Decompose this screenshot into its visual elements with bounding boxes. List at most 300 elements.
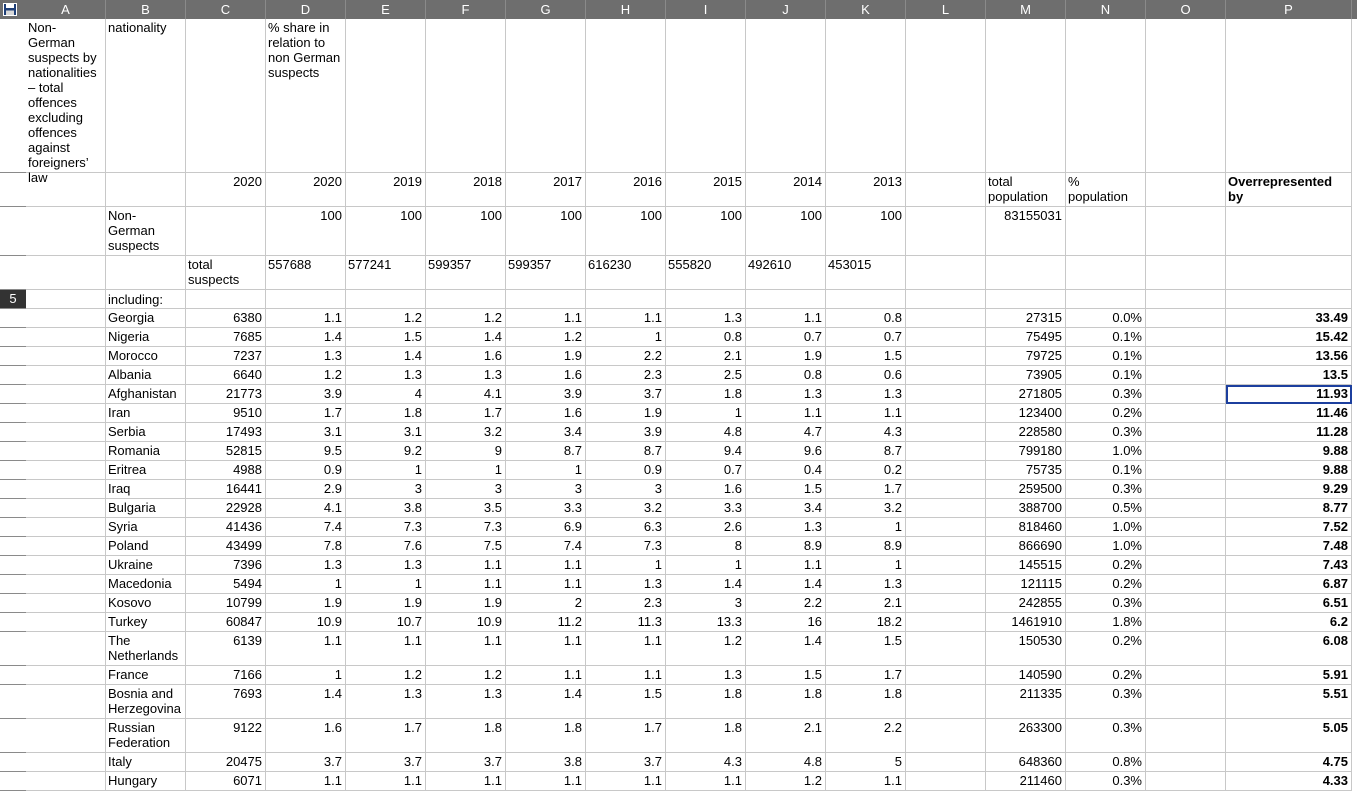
cell-n12[interactable]: 0.3% <box>1066 423 1146 442</box>
cell-k2[interactable]: 2013 <box>826 173 906 207</box>
cell-j4[interactable]: 492610 <box>746 256 826 290</box>
cell-b3[interactable]: Non-German suspects <box>106 207 186 256</box>
cell-g6[interactable]: 1.1 <box>506 309 586 328</box>
cell-e9[interactable]: 1.3 <box>346 366 426 385</box>
cell-l6[interactable] <box>906 309 986 328</box>
cell-o26[interactable] <box>1146 719 1226 753</box>
cell-b25[interactable]: Bosnia and Herzegovina <box>106 685 186 719</box>
column-header-m[interactable]: M <box>986 0 1066 19</box>
cell-k23[interactable]: 1.5 <box>826 632 906 666</box>
cell-c4[interactable]: total suspects <box>186 256 266 290</box>
cell-k7[interactable]: 0.7 <box>826 328 906 347</box>
cell-g17[interactable]: 6.9 <box>506 518 586 537</box>
cell-l10[interactable] <box>906 385 986 404</box>
cell-n11[interactable]: 0.2% <box>1066 404 1146 423</box>
cell-o16[interactable] <box>1146 499 1226 518</box>
cell-b20[interactable]: Macedonia <box>106 575 186 594</box>
cell-o20[interactable] <box>1146 575 1226 594</box>
cell-d3[interactable]: 100 <box>266 207 346 256</box>
cell-d12[interactable]: 3.1 <box>266 423 346 442</box>
cell-h7[interactable]: 1 <box>586 328 666 347</box>
cell-a20[interactable] <box>26 575 106 594</box>
cell-p28[interactable]: 4.33 <box>1226 772 1352 791</box>
cell-d16[interactable]: 4.1 <box>266 499 346 518</box>
cell-m4[interactable] <box>986 256 1066 290</box>
cell-c28[interactable]: 6071 <box>186 772 266 791</box>
cell-p9[interactable]: 13.5 <box>1226 366 1352 385</box>
cell-j2[interactable]: 2014 <box>746 173 826 207</box>
cell-p6[interactable]: 33.49 <box>1226 309 1352 328</box>
cell-n3[interactable] <box>1066 207 1146 256</box>
cell-l12[interactable] <box>906 423 986 442</box>
cell-f9[interactable]: 1.3 <box>426 366 506 385</box>
cell-n23[interactable]: 0.2% <box>1066 632 1146 666</box>
cell-a26[interactable] <box>26 719 106 753</box>
cell-g11[interactable]: 1.6 <box>506 404 586 423</box>
cell-f15[interactable]: 3 <box>426 480 506 499</box>
row-header-7[interactable]: 7 <box>0 328 26 347</box>
cell-o13[interactable] <box>1146 442 1226 461</box>
cell-o1[interactable] <box>1146 19 1226 173</box>
cell-c1[interactable] <box>186 19 266 173</box>
row-header-27[interactable]: 27 <box>0 753 26 772</box>
cell-c7[interactable]: 7685 <box>186 328 266 347</box>
cell-k14[interactable]: 0.2 <box>826 461 906 480</box>
cell-p24[interactable]: 5.91 <box>1226 666 1352 685</box>
cell-o19[interactable] <box>1146 556 1226 575</box>
row-header-1[interactable]: 1 <box>0 19 26 173</box>
cell-o18[interactable] <box>1146 537 1226 556</box>
row-header-5[interactable]: 5 <box>0 290 26 309</box>
cell-b2[interactable] <box>106 173 186 207</box>
cell-p19[interactable]: 7.43 <box>1226 556 1352 575</box>
row-header-13[interactable]: 13 <box>0 442 26 461</box>
cell-f3[interactable]: 100 <box>426 207 506 256</box>
cell-f13[interactable]: 9 <box>426 442 506 461</box>
cell-j22[interactable]: 16 <box>746 613 826 632</box>
cell-o15[interactable] <box>1146 480 1226 499</box>
cell-j14[interactable]: 0.4 <box>746 461 826 480</box>
cell-i5[interactable] <box>666 290 746 309</box>
cell-o2[interactable] <box>1146 173 1226 207</box>
cell-k10[interactable]: 1.3 <box>826 385 906 404</box>
cell-m7[interactable]: 75495 <box>986 328 1066 347</box>
cell-n15[interactable]: 0.3% <box>1066 480 1146 499</box>
cell-m24[interactable]: 140590 <box>986 666 1066 685</box>
cell-b14[interactable]: Eritrea <box>106 461 186 480</box>
cell-n20[interactable]: 0.2% <box>1066 575 1146 594</box>
cell-m12[interactable]: 228580 <box>986 423 1066 442</box>
column-header-g[interactable]: G <box>506 0 586 19</box>
cell-i8[interactable]: 2.1 <box>666 347 746 366</box>
column-header-h[interactable]: H <box>586 0 666 19</box>
cell-n19[interactable]: 0.2% <box>1066 556 1146 575</box>
cell-f27[interactable]: 3.7 <box>426 753 506 772</box>
cell-e12[interactable]: 3.1 <box>346 423 426 442</box>
save-icon[interactable] <box>3 3 17 16</box>
cell-j15[interactable]: 1.5 <box>746 480 826 499</box>
cell-d24[interactable]: 1 <box>266 666 346 685</box>
cell-m21[interactable]: 242855 <box>986 594 1066 613</box>
cell-h15[interactable]: 3 <box>586 480 666 499</box>
row-header-10[interactable]: 10 <box>0 385 26 404</box>
cell-j19[interactable]: 1.1 <box>746 556 826 575</box>
cell-l20[interactable] <box>906 575 986 594</box>
cell-f11[interactable]: 1.7 <box>426 404 506 423</box>
cell-a10[interactable] <box>26 385 106 404</box>
cell-j28[interactable]: 1.2 <box>746 772 826 791</box>
cell-l24[interactable] <box>906 666 986 685</box>
cell-o14[interactable] <box>1146 461 1226 480</box>
cell-f17[interactable]: 7.3 <box>426 518 506 537</box>
cell-m1[interactable] <box>986 19 1066 173</box>
cell-j26[interactable]: 2.1 <box>746 719 826 753</box>
row-header-22[interactable]: 22 <box>0 613 26 632</box>
cell-k26[interactable]: 2.2 <box>826 719 906 753</box>
cell-n6[interactable]: 0.0% <box>1066 309 1146 328</box>
cell-b19[interactable]: Ukraine <box>106 556 186 575</box>
cell-n14[interactable]: 0.1% <box>1066 461 1146 480</box>
cell-o9[interactable] <box>1146 366 1226 385</box>
cell-c21[interactable]: 10799 <box>186 594 266 613</box>
cell-f6[interactable]: 1.2 <box>426 309 506 328</box>
select-all-corner[interactable] <box>0 0 26 19</box>
cell-g12[interactable]: 3.4 <box>506 423 586 442</box>
cell-b4[interactable] <box>106 256 186 290</box>
cell-p7[interactable]: 15.42 <box>1226 328 1352 347</box>
cell-g19[interactable]: 1.1 <box>506 556 586 575</box>
cell-b22[interactable]: Turkey <box>106 613 186 632</box>
cell-h12[interactable]: 3.9 <box>586 423 666 442</box>
cell-e11[interactable]: 1.8 <box>346 404 426 423</box>
cell-k28[interactable]: 1.1 <box>826 772 906 791</box>
cell-d21[interactable]: 1.9 <box>266 594 346 613</box>
cell-f18[interactable]: 7.5 <box>426 537 506 556</box>
cell-g9[interactable]: 1.6 <box>506 366 586 385</box>
cell-n24[interactable]: 0.2% <box>1066 666 1146 685</box>
cell-e15[interactable]: 3 <box>346 480 426 499</box>
cell-b8[interactable]: Morocco <box>106 347 186 366</box>
cell-a8[interactable] <box>26 347 106 366</box>
cell-m23[interactable]: 150530 <box>986 632 1066 666</box>
row-header-18[interactable]: 18 <box>0 537 26 556</box>
cell-p23[interactable]: 6.08 <box>1226 632 1352 666</box>
cell-e5[interactable] <box>346 290 426 309</box>
cell-o25[interactable] <box>1146 685 1226 719</box>
cell-d13[interactable]: 9.5 <box>266 442 346 461</box>
column-header-a[interactable]: A <box>26 0 106 19</box>
cell-d11[interactable]: 1.7 <box>266 404 346 423</box>
cell-n25[interactable]: 0.3% <box>1066 685 1146 719</box>
cell-i3[interactable]: 100 <box>666 207 746 256</box>
cell-b10[interactable]: Afghanistan <box>106 385 186 404</box>
cell-l14[interactable] <box>906 461 986 480</box>
cell-f28[interactable]: 1.1 <box>426 772 506 791</box>
cell-j12[interactable]: 4.7 <box>746 423 826 442</box>
cell-c27[interactable]: 20475 <box>186 753 266 772</box>
cell-l22[interactable] <box>906 613 986 632</box>
cell-c6[interactable]: 6380 <box>186 309 266 328</box>
cell-a5[interactable] <box>26 290 106 309</box>
cell-d26[interactable]: 1.6 <box>266 719 346 753</box>
cell-a22[interactable] <box>26 613 106 632</box>
cell-m25[interactable]: 211335 <box>986 685 1066 719</box>
cell-b28[interactable]: Hungary <box>106 772 186 791</box>
cell-o21[interactable] <box>1146 594 1226 613</box>
cell-i12[interactable]: 4.8 <box>666 423 746 442</box>
cell-l23[interactable] <box>906 632 986 666</box>
cell-j7[interactable]: 0.7 <box>746 328 826 347</box>
cell-o22[interactable] <box>1146 613 1226 632</box>
cell-j20[interactable]: 1.4 <box>746 575 826 594</box>
cell-p27[interactable]: 4.75 <box>1226 753 1352 772</box>
cell-o24[interactable] <box>1146 666 1226 685</box>
cell-l8[interactable] <box>906 347 986 366</box>
cell-c13[interactable]: 52815 <box>186 442 266 461</box>
column-header-k[interactable]: K <box>826 0 906 19</box>
cell-e10[interactable]: 4 <box>346 385 426 404</box>
cell-d22[interactable]: 10.9 <box>266 613 346 632</box>
cell-o23[interactable] <box>1146 632 1226 666</box>
cell-k16[interactable]: 3.2 <box>826 499 906 518</box>
cell-h21[interactable]: 2.3 <box>586 594 666 613</box>
cell-m17[interactable]: 818460 <box>986 518 1066 537</box>
cell-j3[interactable]: 100 <box>746 207 826 256</box>
cell-i22[interactable]: 13.3 <box>666 613 746 632</box>
cell-d1[interactable]: % share in relation to non German suspects <box>266 19 346 173</box>
cell-b9[interactable]: Albania <box>106 366 186 385</box>
cell-a17[interactable] <box>26 518 106 537</box>
cell-o4[interactable] <box>1146 256 1226 290</box>
row-header-6[interactable]: 6 <box>0 309 26 328</box>
cell-g4[interactable]: 599357 <box>506 256 586 290</box>
cell-h16[interactable]: 3.2 <box>586 499 666 518</box>
cell-p22[interactable]: 6.2 <box>1226 613 1352 632</box>
cell-i28[interactable]: 1.1 <box>666 772 746 791</box>
cell-n17[interactable]: 1.0% <box>1066 518 1146 537</box>
cell-n8[interactable]: 0.1% <box>1066 347 1146 366</box>
cell-m9[interactable]: 73905 <box>986 366 1066 385</box>
cell-i13[interactable]: 9.4 <box>666 442 746 461</box>
cell-h8[interactable]: 2.2 <box>586 347 666 366</box>
cell-e23[interactable]: 1.1 <box>346 632 426 666</box>
cell-o12[interactable] <box>1146 423 1226 442</box>
cell-m19[interactable]: 145515 <box>986 556 1066 575</box>
cell-e6[interactable]: 1.2 <box>346 309 426 328</box>
cell-b11[interactable]: Iran <box>106 404 186 423</box>
cell-b27[interactable]: Italy <box>106 753 186 772</box>
cell-i19[interactable]: 1 <box>666 556 746 575</box>
cell-a7[interactable] <box>26 328 106 347</box>
cell-g15[interactable]: 3 <box>506 480 586 499</box>
cell-c26[interactable]: 9122 <box>186 719 266 753</box>
cell-h10[interactable]: 3.7 <box>586 385 666 404</box>
cell-f8[interactable]: 1.6 <box>426 347 506 366</box>
cell-e7[interactable]: 1.5 <box>346 328 426 347</box>
cell-a11[interactable] <box>26 404 106 423</box>
cell-o17[interactable] <box>1146 518 1226 537</box>
cell-b12[interactable]: Serbia <box>106 423 186 442</box>
cell-g14[interactable]: 1 <box>506 461 586 480</box>
cell-b16[interactable]: Bulgaria <box>106 499 186 518</box>
cell-g2[interactable]: 2017 <box>506 173 586 207</box>
cell-f7[interactable]: 1.4 <box>426 328 506 347</box>
cell-g26[interactable]: 1.8 <box>506 719 586 753</box>
cell-i9[interactable]: 2.5 <box>666 366 746 385</box>
cell-m27[interactable]: 648360 <box>986 753 1066 772</box>
cell-j17[interactable]: 1.3 <box>746 518 826 537</box>
cell-a25[interactable] <box>26 685 106 719</box>
cell-f26[interactable]: 1.8 <box>426 719 506 753</box>
cell-l26[interactable] <box>906 719 986 753</box>
cell-c19[interactable]: 7396 <box>186 556 266 575</box>
cell-e18[interactable]: 7.6 <box>346 537 426 556</box>
cell-i20[interactable]: 1.4 <box>666 575 746 594</box>
cell-p1[interactable] <box>1226 19 1352 173</box>
cell-n10[interactable]: 0.3% <box>1066 385 1146 404</box>
cell-l19[interactable] <box>906 556 986 575</box>
cell-b13[interactable]: Romania <box>106 442 186 461</box>
cell-j11[interactable]: 1.1 <box>746 404 826 423</box>
cell-a4[interactable] <box>26 256 106 290</box>
cell-k8[interactable]: 1.5 <box>826 347 906 366</box>
cell-f12[interactable]: 3.2 <box>426 423 506 442</box>
cell-l21[interactable] <box>906 594 986 613</box>
cell-m15[interactable]: 259500 <box>986 480 1066 499</box>
cell-d14[interactable]: 0.9 <box>266 461 346 480</box>
cell-k24[interactable]: 1.7 <box>826 666 906 685</box>
cell-f25[interactable]: 1.3 <box>426 685 506 719</box>
cell-e24[interactable]: 1.2 <box>346 666 426 685</box>
column-header-p[interactable]: P <box>1226 0 1352 19</box>
cell-j16[interactable]: 3.4 <box>746 499 826 518</box>
cell-e8[interactable]: 1.4 <box>346 347 426 366</box>
cell-e25[interactable]: 1.3 <box>346 685 426 719</box>
cell-m14[interactable]: 75735 <box>986 461 1066 480</box>
cell-n18[interactable]: 1.0% <box>1066 537 1146 556</box>
cell-b1[interactable]: nationality <box>106 19 186 173</box>
row-header-4[interactable]: 4 <box>0 256 26 290</box>
cell-a13[interactable] <box>26 442 106 461</box>
cell-k20[interactable]: 1.3 <box>826 575 906 594</box>
cell-h9[interactable]: 2.3 <box>586 366 666 385</box>
cell-d15[interactable]: 2.9 <box>266 480 346 499</box>
cell-o8[interactable] <box>1146 347 1226 366</box>
cell-p4[interactable] <box>1226 256 1352 290</box>
cell-i26[interactable]: 1.8 <box>666 719 746 753</box>
column-header-e[interactable]: E <box>346 0 426 19</box>
cell-c24[interactable]: 7166 <box>186 666 266 685</box>
cell-b5[interactable]: including: <box>106 290 186 309</box>
cell-p13[interactable]: 9.88 <box>1226 442 1352 461</box>
cell-l17[interactable] <box>906 518 986 537</box>
row-header-26[interactable]: 26 <box>0 719 26 753</box>
cell-f5[interactable] <box>426 290 506 309</box>
cell-h13[interactable]: 8.7 <box>586 442 666 461</box>
cell-m3[interactable]: 83155031 <box>986 207 1066 256</box>
cell-d25[interactable]: 1.4 <box>266 685 346 719</box>
row-header-17[interactable]: 17 <box>0 518 26 537</box>
row-header-14[interactable]: 14 <box>0 461 26 480</box>
cell-l2[interactable] <box>906 173 986 207</box>
cell-c10[interactable]: 21773 <box>186 385 266 404</box>
cell-p8[interactable]: 13.56 <box>1226 347 1352 366</box>
cell-e3[interactable]: 100 <box>346 207 426 256</box>
row-header-11[interactable]: 11 <box>0 404 26 423</box>
cell-b23[interactable]: The Netherlands <box>106 632 186 666</box>
cell-b18[interactable]: Poland <box>106 537 186 556</box>
cell-d20[interactable]: 1 <box>266 575 346 594</box>
cell-f1[interactable] <box>426 19 506 173</box>
cell-i11[interactable]: 1 <box>666 404 746 423</box>
cell-k21[interactable]: 2.1 <box>826 594 906 613</box>
column-header-n[interactable]: N <box>1066 0 1146 19</box>
cell-a24[interactable] <box>26 666 106 685</box>
cell-f16[interactable]: 3.5 <box>426 499 506 518</box>
cell-i24[interactable]: 1.3 <box>666 666 746 685</box>
cell-m28[interactable]: 211460 <box>986 772 1066 791</box>
cell-c5[interactable] <box>186 290 266 309</box>
cell-n22[interactable]: 1.8% <box>1066 613 1146 632</box>
cell-h26[interactable]: 1.7 <box>586 719 666 753</box>
cell-i25[interactable]: 1.8 <box>666 685 746 719</box>
cell-a1[interactable]: Non-German suspects by nationalities – total offences excluding offences against foreigners’ law <box>26 19 106 173</box>
cell-e2[interactable]: 2019 <box>346 173 426 207</box>
cell-n2[interactable]: % population <box>1066 173 1146 207</box>
cell-g23[interactable]: 1.1 <box>506 632 586 666</box>
cell-f21[interactable]: 1.9 <box>426 594 506 613</box>
cell-d8[interactable]: 1.3 <box>266 347 346 366</box>
cell-p16[interactable]: 8.77 <box>1226 499 1352 518</box>
cell-k4[interactable]: 453015 <box>826 256 906 290</box>
cell-n26[interactable]: 0.3% <box>1066 719 1146 753</box>
row-header-12[interactable]: 12 <box>0 423 26 442</box>
column-header-d[interactable]: D <box>266 0 346 19</box>
cell-d9[interactable]: 1.2 <box>266 366 346 385</box>
cell-p26[interactable]: 5.05 <box>1226 719 1352 753</box>
cell-k9[interactable]: 0.6 <box>826 366 906 385</box>
row-header-23[interactable]: 23 <box>0 632 26 666</box>
cell-g25[interactable]: 1.4 <box>506 685 586 719</box>
cell-g5[interactable] <box>506 290 586 309</box>
cell-d2[interactable]: 2020 <box>266 173 346 207</box>
cell-p15[interactable]: 9.29 <box>1226 480 1352 499</box>
cell-k13[interactable]: 8.7 <box>826 442 906 461</box>
cell-a3[interactable] <box>26 207 106 256</box>
cell-k12[interactable]: 4.3 <box>826 423 906 442</box>
cell-a23[interactable] <box>26 632 106 666</box>
cell-a6[interactable] <box>26 309 106 328</box>
cell-e17[interactable]: 7.3 <box>346 518 426 537</box>
cell-b24[interactable]: France <box>106 666 186 685</box>
row-header-19[interactable]: 19 <box>0 556 26 575</box>
cell-h5[interactable] <box>586 290 666 309</box>
cell-a2[interactable] <box>26 173 106 207</box>
cell-m8[interactable]: 79725 <box>986 347 1066 366</box>
cell-e1[interactable] <box>346 19 426 173</box>
row-header-2[interactable]: 2 <box>0 173 26 207</box>
cell-d6[interactable]: 1.1 <box>266 309 346 328</box>
cell-i4[interactable]: 555820 <box>666 256 746 290</box>
cell-k5[interactable] <box>826 290 906 309</box>
cell-h14[interactable]: 0.9 <box>586 461 666 480</box>
cell-g13[interactable]: 8.7 <box>506 442 586 461</box>
cell-m10[interactable]: 271805 <box>986 385 1066 404</box>
cell-p10[interactable]: 11.93 <box>1226 385 1352 404</box>
cell-l28[interactable] <box>906 772 986 791</box>
row-header-20[interactable]: 20 <box>0 575 26 594</box>
cell-g7[interactable]: 1.2 <box>506 328 586 347</box>
